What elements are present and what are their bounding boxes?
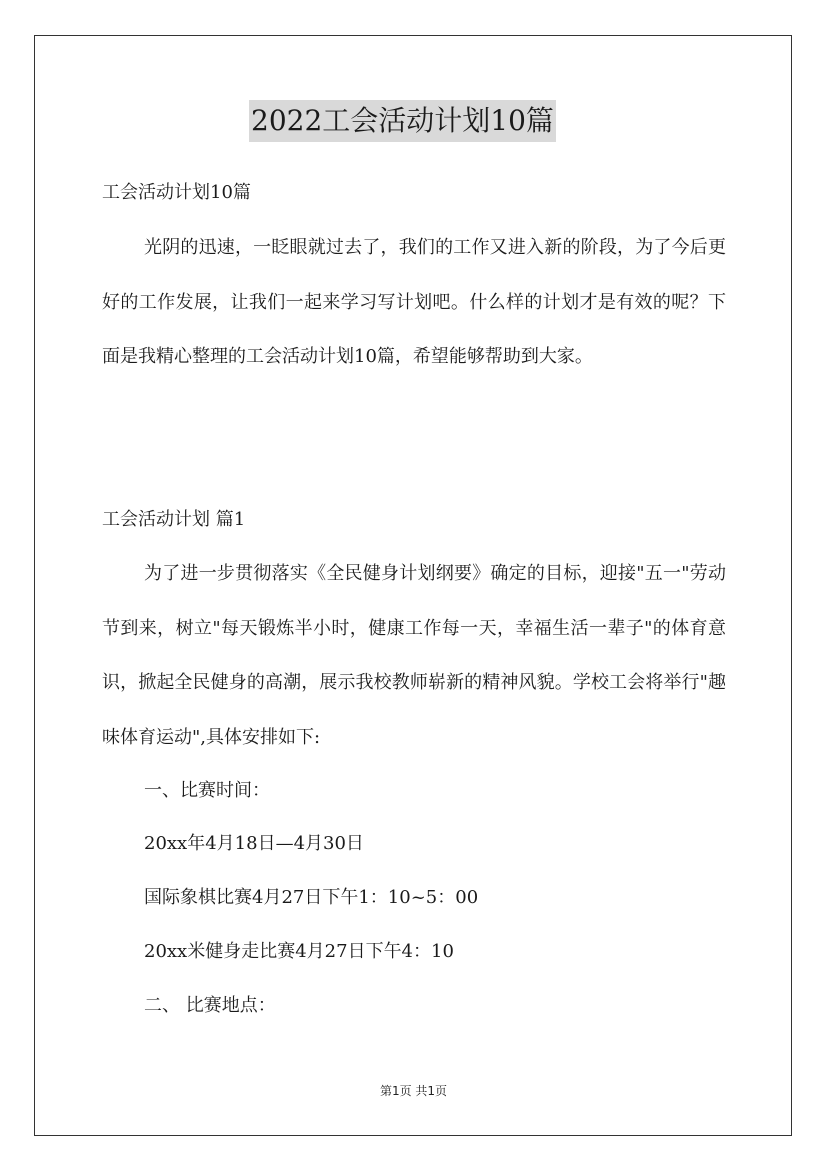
schedule-line: 20xx米健身走比赛4月27日下午4：10 [144, 941, 454, 962]
document-title: 2022工会活动计划10篇 [249, 100, 556, 142]
item-heading-time: 一、比赛时间： [144, 780, 270, 801]
section-heading: 工会活动计划 篇1 [102, 509, 246, 530]
page-number-footer: 第1页 共1页 [379, 1084, 448, 1098]
intro-paragraph: 光阴的迅速，一眨眼就过去了，我们的工作又进入新的阶段，为了今后更好的工作发展，让我们一起来学习写计划吧。什么样的计划才是有效的呢？下面是我精心整理的工会活动计划10篇，希望能够帮助到大家。 [102, 237, 726, 367]
schedule-line: 20xx年4月18日—4月30日 [144, 833, 364, 854]
document-subtitle: 工会活动计划10篇 [102, 182, 251, 203]
section-body-paragraph: 为了进一步贯彻落实《全民健身计划纲要》确定的目标，迎接"五一"劳动节到来，树立"每天锻炼半小时，健康工作每一天，幸福生活一辈子"的体育意识，掀起全民健身的高潮，展示我校教师崭新的精神风貌。学校工会将举行"趣味体育运动",具体安排如下: [102, 563, 726, 748]
item-heading-location: 二、 比赛地点： [144, 995, 276, 1016]
schedule-line: 国际象棋比赛4月27日下午1：10~5：00 [144, 887, 479, 908]
